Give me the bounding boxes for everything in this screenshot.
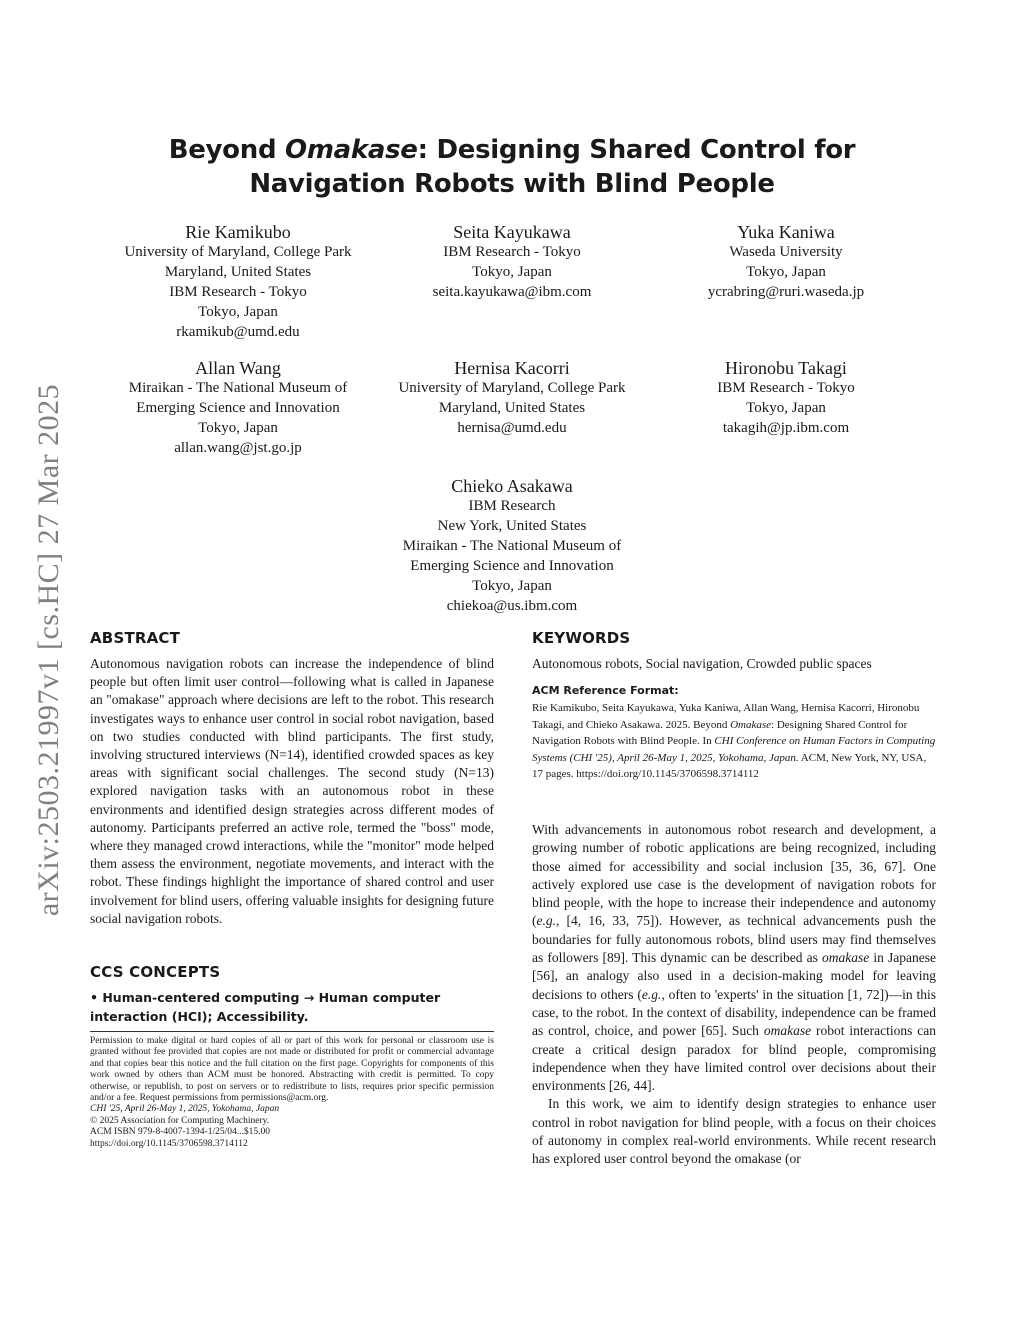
author-affil: Maryland, United States (164, 264, 312, 280)
intro-p1-c: in Japanese [56], an analogy also used in a decision-making model for leaving decisions to others ( (532, 950, 936, 1002)
author-email: seita.kayukawa@ibm.com (432, 284, 592, 300)
author-affil: IBM Research (468, 498, 556, 514)
acm-ref-mid: : Designing Shared Control for Navigation Robots with Blind People. In (532, 718, 908, 747)
author-affil: University of Maryland, College Park (398, 380, 626, 396)
title-part1: Beyond (168, 135, 286, 165)
author-affil: University of Maryland, College Park (124, 244, 352, 260)
author-name: Yuka Kaniwa (737, 222, 835, 242)
acm-reference (532, 684, 936, 783)
author-affil: Emerging Science and Innovation (136, 400, 340, 416)
intro-p1-omakase: omakase (822, 950, 870, 966)
author-affil: IBM Research - Tokyo (717, 380, 855, 396)
author-name: Chieko Asakawa (451, 476, 573, 496)
author-name: Allan Wang (195, 358, 281, 378)
intro-p1-d: , often to 'experts' in the situation [1, 72])—in this case, to the robot. In the context of disability, independence can be framed as control, choice, and power [65]. Such (532, 986, 936, 1039)
permission-isbn: ACM ISBN 979-8-4007-1394-1/25/04...$15.00 (90, 1127, 270, 1138)
abstract-heading: ABSTRACT (90, 629, 181, 647)
author-email: rkamikub@umd.edu (176, 324, 300, 340)
author-name: Hernisa Kacorri (454, 358, 570, 378)
author-name: Hironobu Takagi (725, 358, 847, 378)
author-affil: Emerging Science and Innovation (410, 558, 614, 574)
keywords-text: Autonomous robots, Social navigation, Crowded public spaces (532, 656, 872, 671)
author-affil: Waseda University (729, 244, 843, 260)
intro-p1-e: robot interactions can create a critical design paradox for blind people, compromising independence when they have limited control over decisions about their environments [26, 44]. (532, 1023, 936, 1094)
intro-p1-omakase2: omakase (763, 1023, 812, 1039)
ccs-text: • Human-centered computing → Human computer interaction (HCI); Accessibility. (90, 990, 441, 1024)
author-affil: Tokyo, Japan (472, 578, 552, 594)
permission-doi[interactable]: https://doi.org/10.1145/3706598.3714112 (90, 1138, 248, 1149)
author-email: ycrabring@ruri.waseda.jp (707, 284, 865, 300)
acm-ref-venue: CHI Conference on Human Factors in Computing Systems (CHI '25), April 26-May 1, 2025, Yokohama, Japan. (532, 735, 936, 764)
intro-p1-eg: e.g. (536, 913, 556, 929)
intro-section (532, 821, 936, 1169)
acm-reference-text (532, 700, 936, 783)
acm-ref-italic-title: Omakase (730, 718, 772, 731)
author-affil: Tokyo, Japan (198, 420, 278, 436)
author-email: chiekoa@us.ibm.com (446, 598, 578, 614)
author-block (641, 220, 931, 302)
abstract-section (90, 629, 494, 928)
intro-paragraph-1 (532, 821, 936, 1095)
author-affil: Tokyo, Japan (746, 264, 826, 280)
author-affil: Tokyo, Japan (198, 304, 278, 320)
author-affil: Tokyo, Japan (746, 400, 826, 416)
acm-ref-pre: Rie Kamikubo, Seita Kayukawa, Yuka Kaniwa, Allan Wang, Hernisa Kacorri, Hironobu Takagi, and Chieko Asakawa. 2025. Beyond (532, 702, 920, 731)
title-italic: Omakase (285, 135, 418, 165)
permission-text: Permission to make digital or hard copies of all or part of this work for personal or classroom use is granted without fee provided that copies are not made or distributed for profit or commercial advantage and that copies bear this notice and the full citation on the first page. Copyrights for components of this work owned by others than ACM must be honored. Abstracting with credit is permitted. To copy otherwise, or republish, to post on servers or to redistribute to lists, requires prior specific permission and/or a fee. Request permissions from permissions@acm.org. (90, 1036, 494, 1104)
title-part2: : Designing Shared Control for Navigation Robots with Blind People (249, 135, 856, 199)
author-affil: Miraikan - The National Museum of (402, 538, 622, 554)
paper-title (90, 133, 934, 201)
author-affil: Miraikan - The National Museum of (128, 380, 348, 396)
author-email: hernisa@umd.edu (457, 420, 567, 436)
keywords-section (532, 629, 936, 673)
author-block (367, 356, 657, 438)
acm-ref-post: ACM, New York, NY, USA, 17 pages. https://doi.org/10.1145/3706598.3714112 (532, 751, 927, 780)
author-email: takagih@jp.ibm.com (722, 420, 850, 436)
arxiv-stamp (24, 350, 74, 950)
author-block (641, 356, 931, 438)
author-affil: Tokyo, Japan (472, 264, 552, 280)
intro-paragraph-2: In this work, we aim to identify design strategies to enhance user control in robot navigation for blind people, with a focus on their choices of autonomy in complex real-world environments. While recent research has explored user control beyond the omakase (or (532, 1096, 936, 1167)
ccs-section (90, 963, 494, 1026)
author-name: Seita Kayukawa (453, 222, 571, 242)
permission-venue: CHI '25, April 26-May 1, 2025, Yokohama, Japan (90, 1104, 280, 1115)
abstract-text: Autonomous navigation robots can increase the independence of blind people but often limit user control—following what is called in Japanese an "omakase" approach where decisions are left to the robot. This research investigates ways to enhance user control in social robot navigation, based on two studies conducted with blind participants. The first study, involving structured interviews (N=14), identified crowded spaces as key areas with significant social challenges. The second study (N=13) explored navigation tasks with an autonomous robot in these environments and identified design strategies across different modes of autonomy. Participants preferred an active role, termed the "boss" mode, where they managed crowd interactions, while the "monitor" mode helped them assess the environment, negotiate movements, and interact with the robot. These findings highlight the importance of shared control and user involvement for blind users, offering valuable insights for designing future social navigation robots. (90, 656, 494, 926)
author-block (93, 356, 383, 458)
intro-p1-eg2: e.g. (641, 986, 662, 1002)
author-block (367, 474, 657, 616)
intro-p1-a: With advancements in autonomous robot research and development, a growing number of robotic applications are being recognized, including those aimed for accessibility and social inclusion [35, 36, 67]. One actively explored use case is the development of navigation robots for blind people, with the hope to increase their independence and autonomy ( (532, 822, 936, 929)
acm-reference-heading: ACM Reference Format: (532, 684, 679, 697)
ccs-heading: CCS CONCEPTS (90, 963, 221, 981)
author-affil: Maryland, United States (438, 400, 586, 416)
author-block (93, 220, 383, 342)
author-name: Rie Kamikubo (185, 222, 291, 242)
author-affil: IBM Research - Tokyo (169, 284, 307, 300)
author-affil: IBM Research - Tokyo (443, 244, 581, 260)
author-email: allan.wang@jst.go.jp (174, 440, 302, 456)
permission-block (90, 1031, 494, 1150)
intro-p1-b: , [4, 16, 33, 75]). However, as technical advancements push the boundaries for fully autonomous robots, blind users may find themselves as followers [89]. This dynamic can be described as (532, 913, 936, 966)
permission-copyright: © 2025 Association for Computing Machinery. (90, 1115, 270, 1126)
arxiv-stamp-text: arXiv:2503.21997v1 [cs.HC] 27 Mar 2025 (32, 383, 65, 917)
keywords-heading: KEYWORDS (532, 629, 631, 647)
author-affil: New York, United States (437, 518, 587, 534)
author-block (367, 220, 657, 302)
